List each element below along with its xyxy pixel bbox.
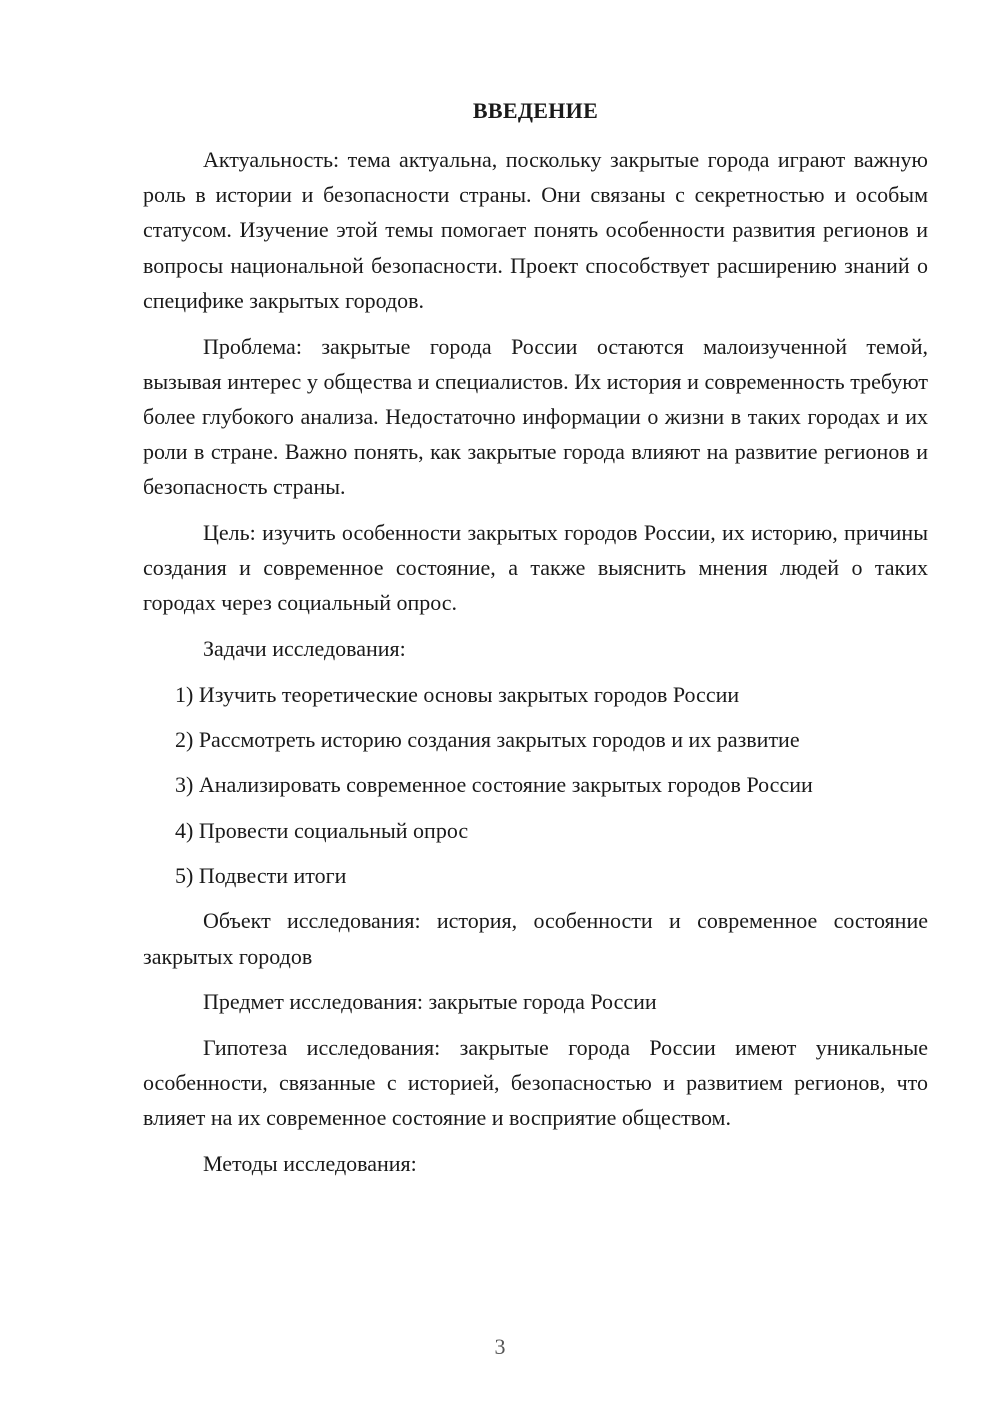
section-heading: ВВЕДЕНИЕ: [472, 98, 599, 123]
tasks-title: Задачи исследования:: [203, 636, 406, 662]
methods-title: Методы исследования:: [203, 1151, 417, 1177]
task-item-1: 1) Изучить теоретические основы закрытых городов России: [175, 681, 740, 707]
task-item-5: 5) Подвести итоги: [175, 863, 347, 889]
task-item-2: 2) Рассмотреть историю создания закрытых городов и их развитие: [175, 727, 800, 753]
relevance-paragraph: Актуальность: тема актуальна, поскольку закрытые города играют важную роль в истории и безопасности страны. Они связаны с секретностью и особым статусом. Изучение этой темы помогает понять особенности развития регионов и вопросы национальной безопасности. Проект способствует расширению знаний о специфике закрытых городов.: [143, 147, 928, 313]
hypothesis-paragraph: Гипотеза исследования: закрытые города России имеют уникальные особенности, связанные с историей, безопасностью и развитием регионов, что влияет на их современное состояние и восприятие обществом.: [143, 1034, 928, 1131]
object-paragraph: Объект исследования: история, особенности и современное состояние закрытых городов: [143, 908, 928, 969]
page-number: 3: [494, 1334, 506, 1359]
task-item-3: 3) Анализировать современное состояние закрытых городов России: [175, 772, 813, 798]
subject-paragraph: Предмет исследования: закрытые города России: [203, 989, 657, 1015]
task-item-4: 4) Провести социальный опрос: [175, 817, 469, 843]
problem-paragraph: Проблема: закрытые города России остаются малоизученной темой, вызывая интерес у общества и специалистов. Их история и современность требуют более глубокого анализа. Недостаточно информации о жизни в таких городах и их роли в стране. Важно понять, как закрытые города влияют на развитие регионов и безопасность страны.: [143, 333, 928, 500]
goal-paragraph: Цель: изучить особенности закрытых городов России, их историю, причины создания и современное состояние, а также выяснить мнения людей о таких городах через социальный опрос.: [143, 520, 928, 616]
document-body: [143, 142, 928, 1192]
